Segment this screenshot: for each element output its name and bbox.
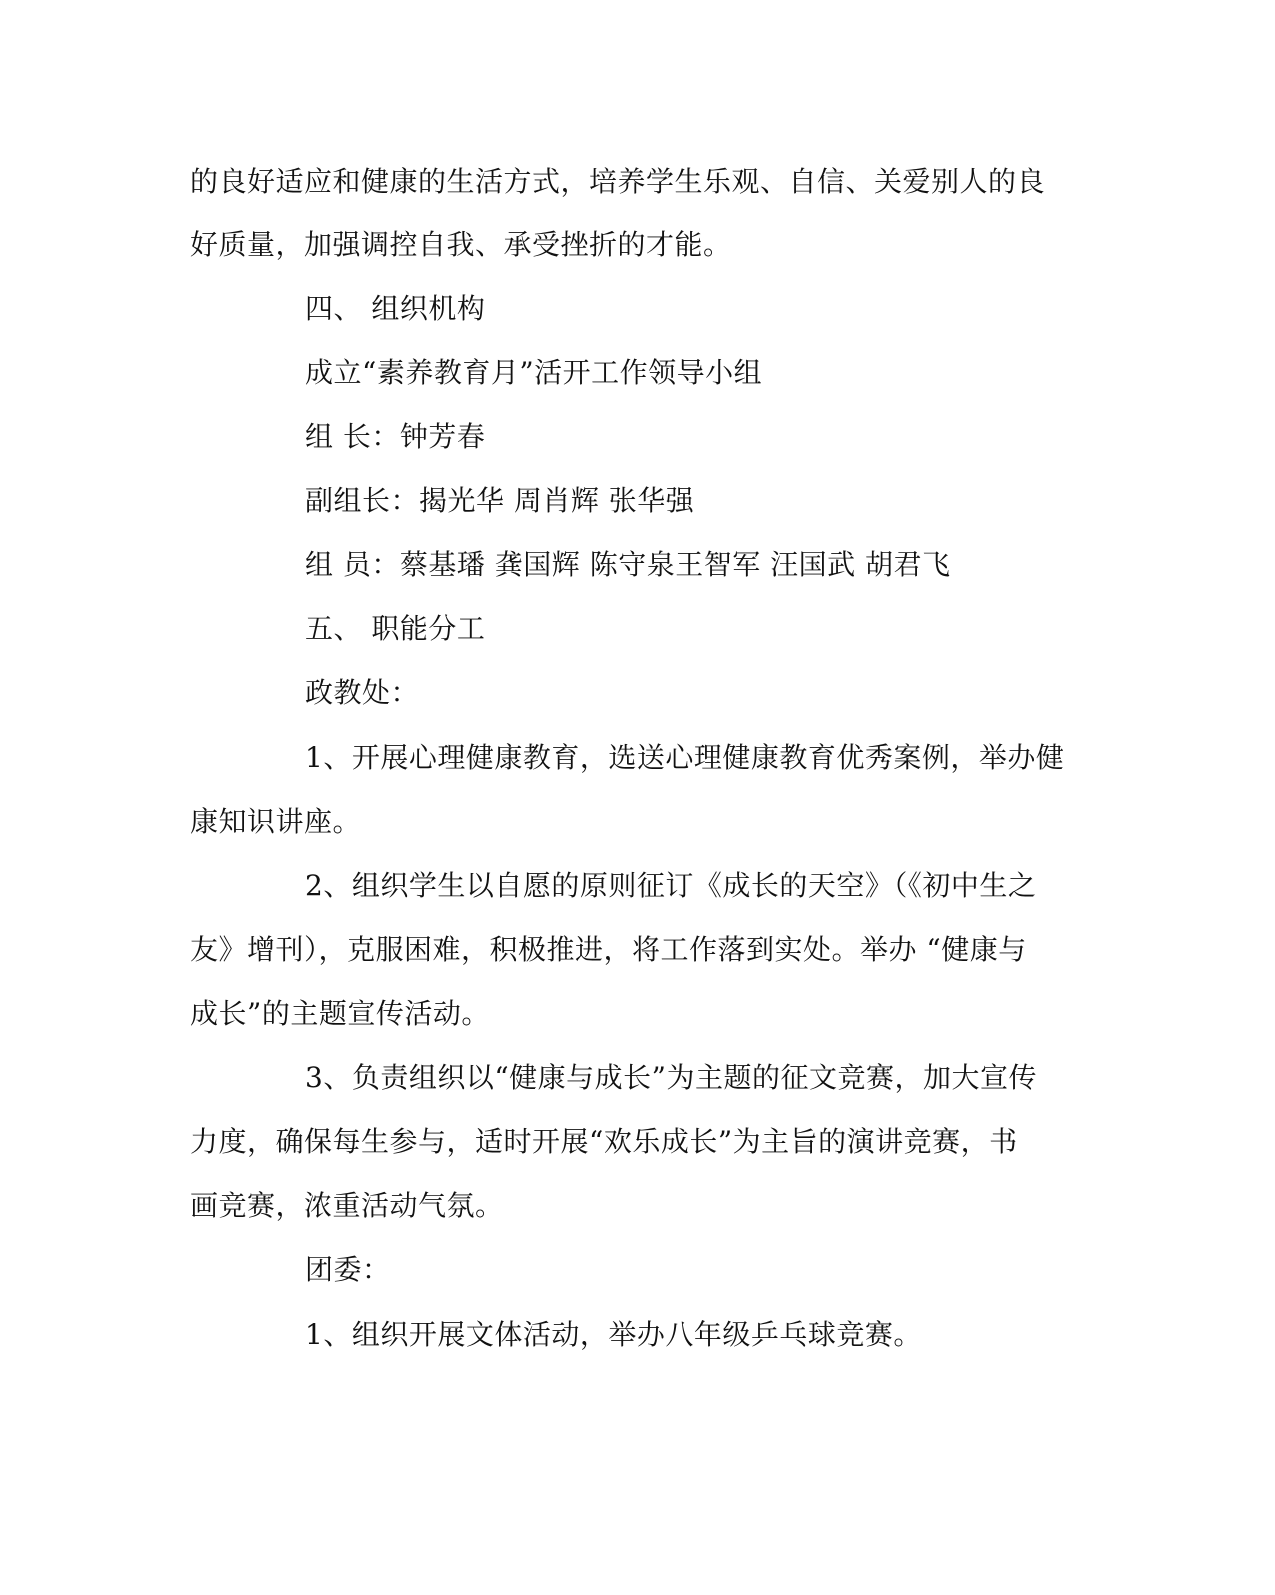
body-text-line: 的良好适应和健康的生活方式，培养学生乐观、自信、关爱别人的良 — [190, 165, 1046, 198]
list-item-line: 成长”的主题宣传活动。 — [190, 997, 490, 1030]
department-label: 团委： — [305, 1253, 391, 1286]
list-item-line: 1、开展心理健康教育，选送心理健康教育优秀案例，举办健 — [305, 741, 1065, 774]
deputy-leader-line: 副组长：揭光华 周肖辉 张华强 — [305, 484, 695, 517]
list-item-line: 3、负责组织以“健康与成长”为主题的征文竞赛，加大宣传 — [305, 1061, 1037, 1094]
list-item-line: 力度，确保每生参与，适时开展“欢乐成长”为主旨的演讲竞赛，书 — [190, 1125, 1018, 1158]
list-item-line: 友》增刊），克服困难，积极推进，将工作落到实处。举办 “健康与 — [190, 933, 1027, 966]
section-heading: 四、 组织机构 — [305, 292, 486, 325]
list-item-line: 1、组织开展文体活动，举办八年级乒乓球竞赛。 — [305, 1318, 922, 1351]
body-text-line: 好质量，加强调控自我、承受挫折的才能。 — [190, 228, 732, 261]
list-item-line: 画竞赛，浓重活动气氛。 — [190, 1189, 504, 1222]
body-text-line: 成立“素养教育月”活开工作领导小组 — [305, 356, 763, 389]
section-heading: 五、 职能分工 — [305, 612, 486, 645]
members-line: 组 员：蔡基璠 龚国辉 陈守泉王智军 汪国武 胡君飞 — [305, 548, 951, 581]
department-label: 政教处： — [305, 676, 420, 709]
list-item-line: 2、组织学生以自愿的原则征订《成长的天空》（《初中生之 — [305, 869, 1037, 902]
group-leader-line: 组 长：钟芳春 — [305, 420, 486, 453]
list-item-line: 康知识讲座。 — [190, 805, 362, 838]
